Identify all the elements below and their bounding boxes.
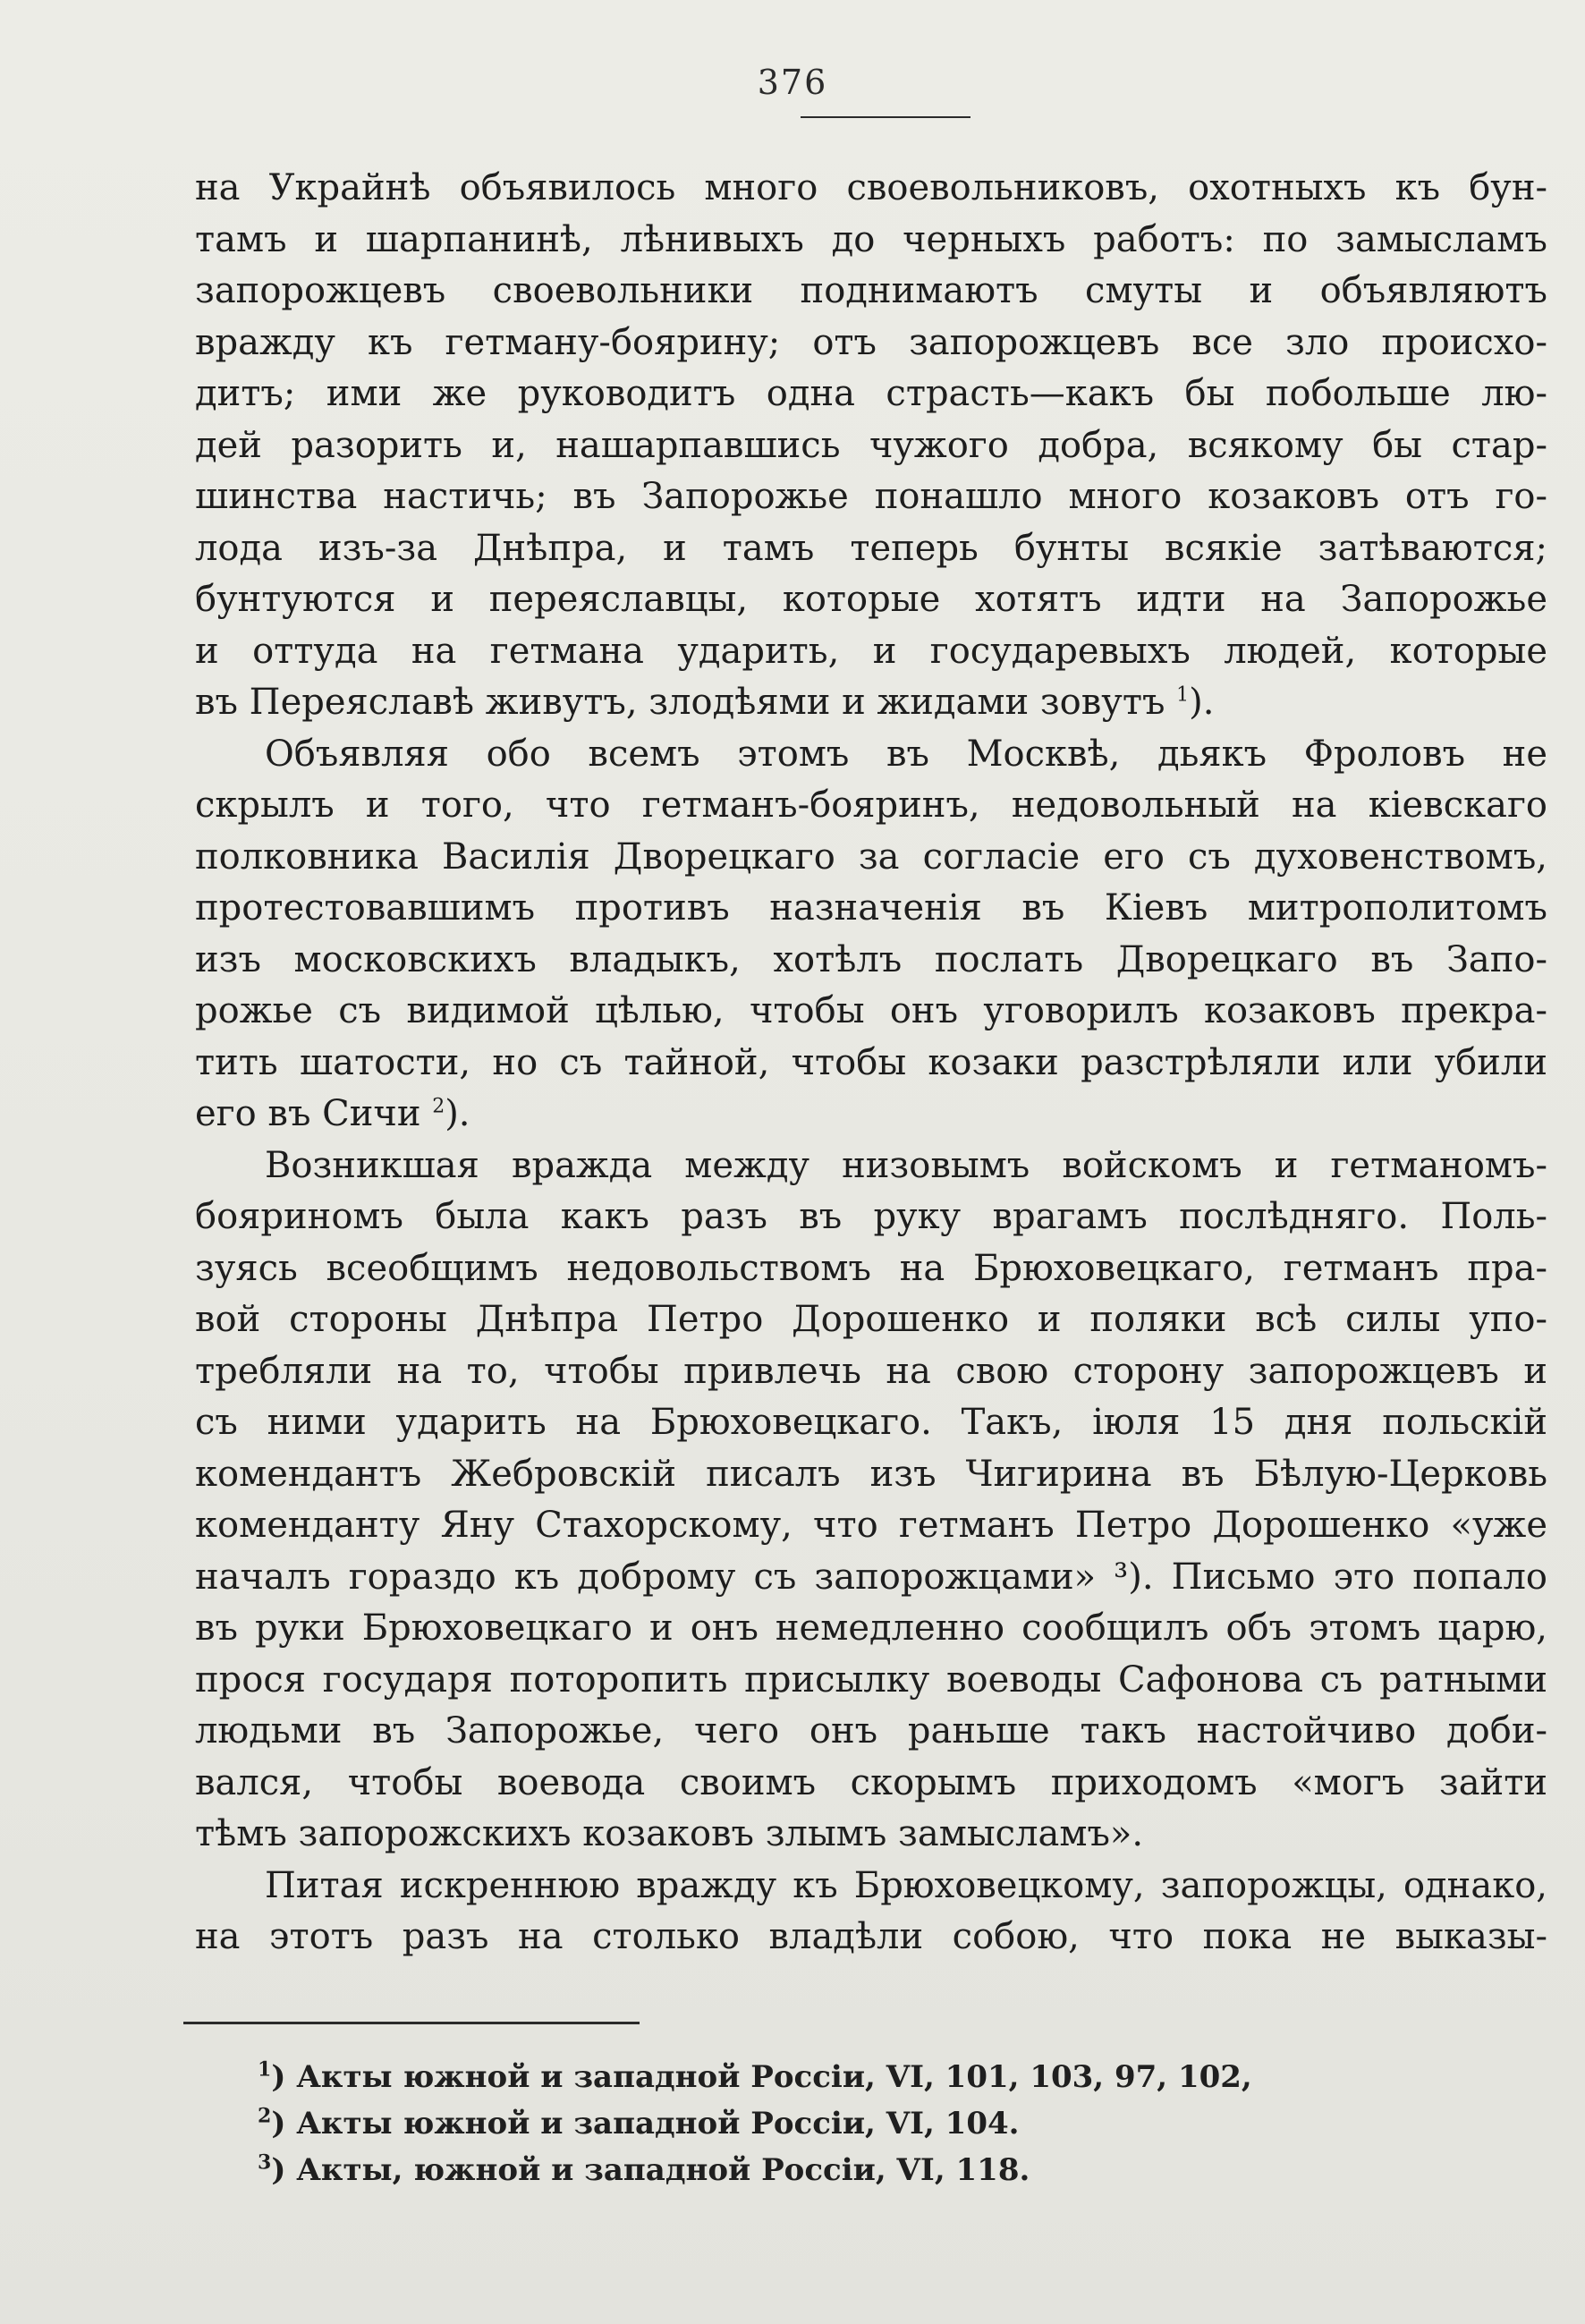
text-line: Питая искреннюю вражду къ Брюховецкому, запорожцы, однако,: [265, 1864, 1547, 1906]
text-line: вался, чтобы воевода своимъ скорымъ приходомъ «могъ зайти: [195, 1761, 1547, 1803]
text-line-last: тѣмъ запорожскихъ козаковъ злымъ замысламъ».: [195, 1813, 1144, 1854]
text-line: рожье съ видимой цѣлью, чтобы онъ уговорилъ козаковъ прекра-: [195, 990, 1547, 1031]
text-line: вражду къ гетману-боярину; отъ запорожцевъ все зло происхо-: [195, 321, 1547, 363]
text-line: на Украйнѣ объявилось много своевольниковъ, охотныхъ къ бун-: [195, 167, 1547, 208]
footnote-text: ) Акты, южной и западной Россіи, VI, 118.: [271, 2152, 1030, 2188]
footnote: [258, 2100, 1420, 2147]
text-line-last: [195, 677, 1547, 729]
text-line-tail: ).: [1189, 682, 1215, 723]
text-line: требляли на то, чтобы привлечь на свою сторону запорожцевъ и: [195, 1350, 1547, 1392]
body-text: [195, 163, 1547, 1964]
footnote-rule: [183, 2022, 640, 2024]
text-line: бунтуются и переяславцы, которые хотятъ идти на Запорожье: [195, 579, 1547, 620]
text-line: въ руки Брюховецкаго и онъ немедленно сообщилъ объ этомъ царю,: [195, 1607, 1547, 1649]
text-line: дитъ; ими же руководитъ одна страсть—какъ бы побольше лю-: [195, 373, 1547, 414]
text-line: коменданту Яну Стахорскому, что гетманъ Петро Дорошенко «уже: [195, 1505, 1547, 1546]
text-line: скрылъ и того, что гетманъ-бояринъ, недовольный на кіевскаго: [195, 785, 1547, 826]
text-line: дей разорить и, нашарпавшись чужого добра, всякому бы стар-: [195, 424, 1547, 466]
footnote-number: 2: [258, 2104, 272, 2128]
footnote: [258, 2054, 1420, 2100]
text-line: комендантъ Жебровскій писалъ изъ Чигирина въ Бѣлую-Церковь: [195, 1453, 1547, 1495]
text-line: лода изъ-за Днѣпра, и тамъ теперь бунты всякіе затѣваются;: [195, 527, 1547, 569]
text-line: Объявляя обо всемъ этомъ въ Москвѣ, дьякъ Фроловъ не: [265, 733, 1547, 775]
text-line: людьми въ Запорожье, чего онъ раньше такъ настойчиво доби-: [195, 1710, 1547, 1751]
text-line: шинства настичь; въ Запорожье понашло много козаковъ отъ го-: [195, 476, 1547, 517]
text-line-last: [195, 1089, 1547, 1141]
text-line: полковника Василія Дворецкаго за согласіе его съ духовенствомъ,: [195, 835, 1547, 878]
text-line: тить шатости, но съ тайной, чтобы козаки разстрѣляли или убили: [195, 1041, 1547, 1083]
page-number: 376: [757, 63, 828, 102]
footnote-text: ) Акты южной и западной Россіи, VI, 104.: [271, 2106, 1020, 2142]
text-line-main: въ Переяславѣ живутъ, злодѣями и жидами зовутъ: [195, 682, 1165, 723]
footnote-text: ) Акты южной и западной Россіи, VI, 101, 103, 97, 102,: [271, 2059, 1252, 2095]
text-line: и оттуда на гетмана ударить, и государевыхъ людей, которые: [195, 630, 1547, 672]
text-line: прося государя поторопить присылку воеводы Сафонова съ ратными: [195, 1658, 1547, 1701]
page-number-rule: [801, 116, 970, 118]
footnote-number: 1: [258, 2057, 272, 2082]
text-line: вой стороны Днѣпра Петро Дорошенко и поляки всѣ силы упо-: [195, 1299, 1547, 1340]
text-line: изъ московскихъ владыкъ, хотѣлъ послать Дворецкаго въ Запо-: [195, 938, 1547, 980]
footnotes: [258, 2054, 1420, 2193]
text-line: тамъ и шарпанинѣ, лѣнивыхъ до черныхъ работъ: по замысламъ: [195, 218, 1547, 260]
text-line: запорожцевъ своевольники поднимаютъ смуты и объявляютъ: [195, 270, 1547, 311]
text-line: съ ними ударить на Брюховецкаго. Такъ, іюля 15 дня польскій: [195, 1402, 1547, 1443]
text-line: Возникшая вражда между низовымъ войскомъ и гетманомъ-: [265, 1144, 1547, 1186]
footnote-number: 3: [258, 2150, 272, 2175]
text-line: началъ гораздо къ доброму съ запорожцами» ³). Письмо это попало: [195, 1556, 1547, 1598]
text-line: протестовавшимъ противъ назначенія въ Кіевъ митрополитомъ: [195, 887, 1547, 929]
text-line: зуясь всеобщимъ недовольствомъ на Брюховецкаго, гетманъ пра-: [195, 1247, 1547, 1289]
text-line: бояриномъ была какъ разъ въ руку врагамъ послѣдняго. Поль-: [195, 1196, 1547, 1237]
text-line-tail: ).: [445, 1093, 470, 1134]
footnote-marker: 2: [432, 1095, 445, 1118]
text-line: на этотъ разъ на столько владѣли собою, что пока не выказы-: [195, 1916, 1547, 1957]
footnote: [258, 2147, 1420, 2193]
footnote-marker: 1: [1176, 683, 1190, 707]
text-line-main: его въ Сичи: [195, 1093, 421, 1134]
